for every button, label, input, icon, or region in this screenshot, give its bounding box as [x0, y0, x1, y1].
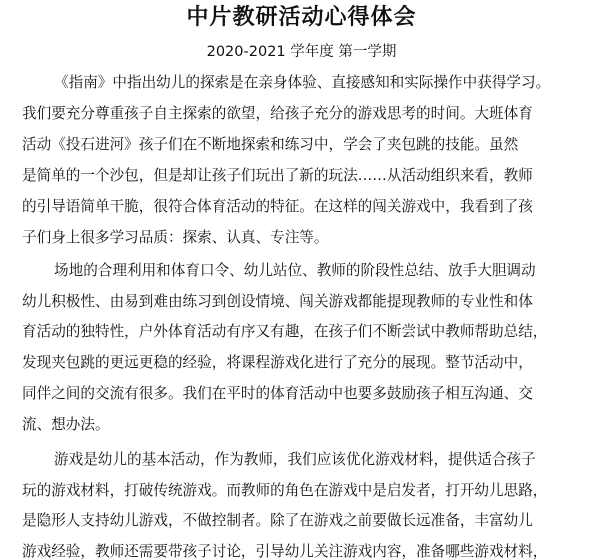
paragraph-2-line-5: 同伴之间的交流有很多。我们在平时的体育活动中也要多鼓励孩子相互沟通、交 [22, 385, 533, 402]
document-subtitle: 2020-2021 学年度 第一学期 [206, 44, 397, 60]
paragraph-3-line-3: 是隐形人支持幼儿游戏，不做控制者。除了在游戏之前要做长远准备，丰富幼儿 [22, 512, 533, 529]
document-title: 中片教研活动心得体会 [186, 5, 417, 30]
paragraph-1-line-4: 是简单的一个沙包，但是却让孩子们玩出了新的玩法……从活动组织来看，教师 [22, 167, 533, 184]
paragraph-1-line-6: 子们身上很多学习品质：探索、认真、专注等。 [22, 229, 329, 246]
paragraph-2-line-1: 场地的合理利用和体育口令、幼儿站位、教师的阶段性总结、放手大胆调动 [54, 262, 536, 279]
paragraph-1-line-5: 的引导语简单干脆，很符合体育活动的特征。在这样的闯关游戏中，我看到了孩 [22, 198, 533, 215]
paragraph-3-line-1: 游戏是幼儿的基本活动，作为教师，我们应该优化游戏材料，提供适合孩子 [54, 451, 536, 468]
paragraph-1-line-3: 活动《投石进河》孩子们在不断地探索和练习中，学会了夹包跳的技能。虽然 [22, 136, 519, 153]
paragraph-2-line-2: 幼儿积极性、由易到难由练习到创设情境、闯关游戏都能提现教师的专业性和体 [22, 293, 533, 310]
paragraph-2-line-6: 流、想办法。 [22, 416, 110, 433]
paragraph-2-line-3: 育活动的独特性，户外体育活动有序又有趣，在孩子们不断尝试中教师帮助总结， [22, 323, 548, 340]
paragraph-1-line-2: 我们要充分尊重孩子自主探索的欲望，给孩子充分的游戏思考的时间。大班体育 [22, 105, 533, 122]
paragraph-1-line-1: 《指南》中指出幼儿的探索是在亲身体验、直接感知和实际操作中获得学习。 [54, 74, 551, 91]
paragraph-3-line-2: 玩的游戏材料，打破传统游戏。而教师的角色在游戏中是启发者，打开幼儿思路， [22, 482, 548, 499]
paragraph-2-line-4: 发现夹包跳的更远更稳的经验，将课程游戏化进行了充分的展现。整节活动中， [22, 354, 533, 371]
paragraph-3-line-4: 游戏经验，教师还需要带孩子讨论，引导幼儿关注游戏内容，准备哪些游戏材料， [22, 543, 548, 560]
